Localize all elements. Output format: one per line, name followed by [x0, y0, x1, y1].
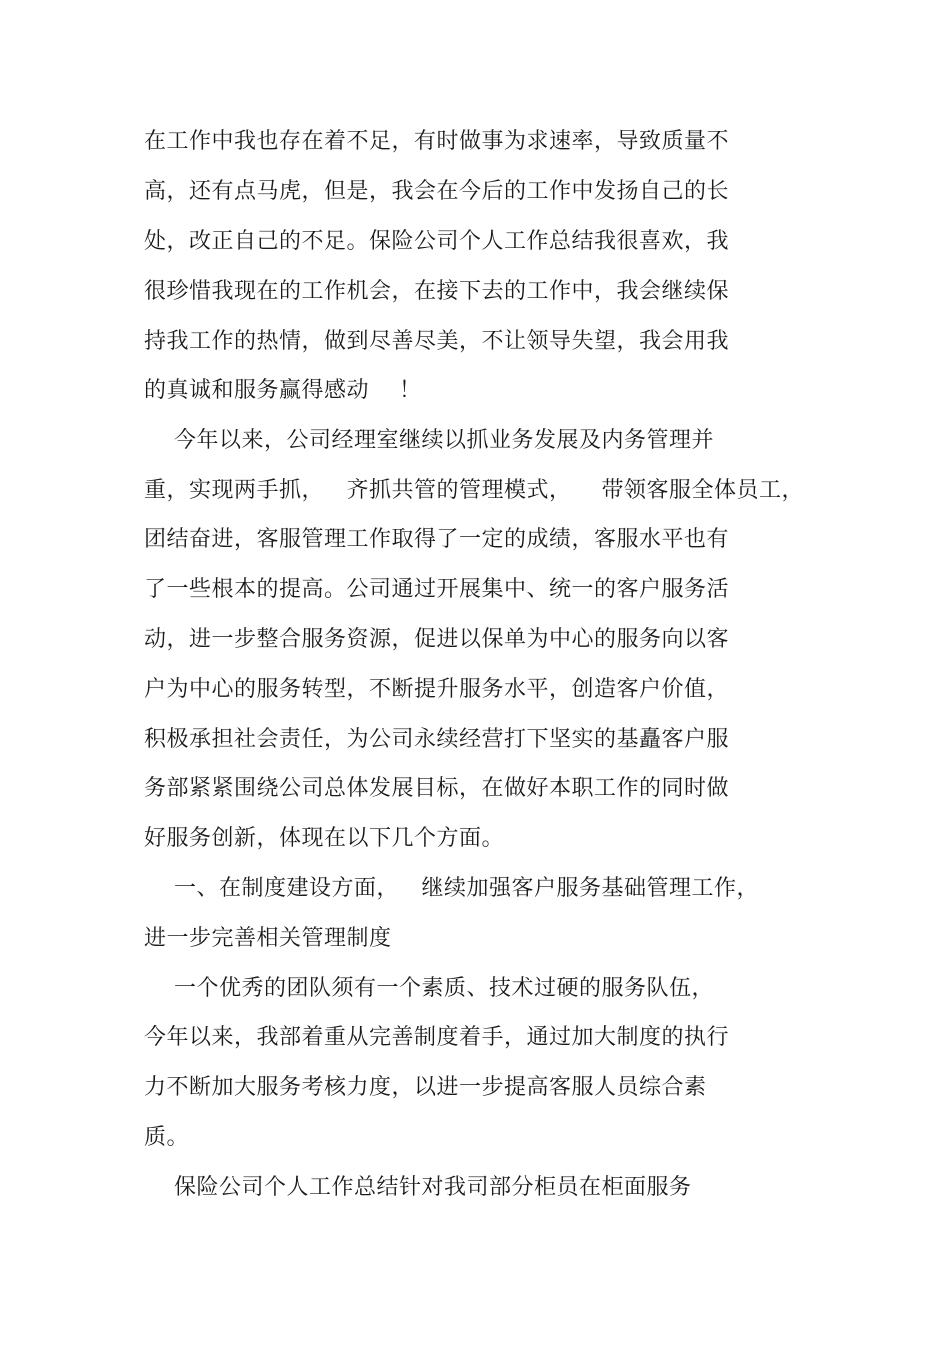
text-line: 积极承担社会责任，为公司永续经营打下坚实的基矗客户服	[144, 727, 730, 752]
text-line: 高，还有点马虎，但是，我会在今后的工作中发扬自己的长	[144, 179, 730, 204]
text-line: 重，实现两手抓， 齐抓共管的管理模式， 带领客服全体员工，	[144, 478, 804, 503]
text-line: 质。	[144, 1125, 190, 1150]
text-line: 处，改正自己的不足。保险公司个人工作总结我很喜欢，我	[144, 229, 730, 254]
text-line: 今年以来，公司经理室继续以抓业务发展及内务管理并	[144, 428, 714, 453]
text-line: 动，进一步整合服务资源，促进以保单为中心的服务向以客	[144, 627, 730, 652]
text-line: 今年以来，我部着重从完善制度着手，通过加大制度的执行	[144, 1025, 730, 1050]
text-line: 好服务创新，体现在以下几个方面。	[144, 826, 505, 851]
text-line: 保险公司个人工作总结针对我司部分柜员在柜面服务	[144, 1175, 692, 1200]
text-line: 很珍惜我现在的工作机会，在接下去的工作中，我会继续保	[144, 279, 730, 304]
text-line: 在工作中我也存在着不足，有时做事为求速率，导致质量不	[144, 129, 730, 154]
text-line: 一个优秀的团队须有一个素质、技术过硬的服务队伍，	[144, 976, 714, 1001]
text-line: 的真诚和服务赢得感动 ！	[144, 378, 422, 403]
text-line: 一、在制度建设方面， 继续加强客户服务基础管理工作，	[144, 876, 759, 901]
text-line: 团结奋进，客服管理工作取得了一定的成绩，客服水平也有	[144, 527, 730, 552]
text-line: 了一些根本的提高。公司通过开展集中、统一的客户服务活	[144, 577, 730, 602]
text-line: 持我工作的热情，做到尽善尽美，不让领导失望，我会用我	[144, 329, 730, 354]
text-line: 进一步完善相关管理制度	[144, 926, 392, 951]
text-line: 力不断加大服务考核力度，以进一步提高客服人员综合素	[144, 1075, 707, 1100]
text-line: 户为中心的服务转型，不断提升服务水平，创造客户价值，	[144, 677, 730, 702]
text-line: 务部紧紧围绕公司总体发展目标，在做好本职工作的同时做	[144, 776, 730, 801]
